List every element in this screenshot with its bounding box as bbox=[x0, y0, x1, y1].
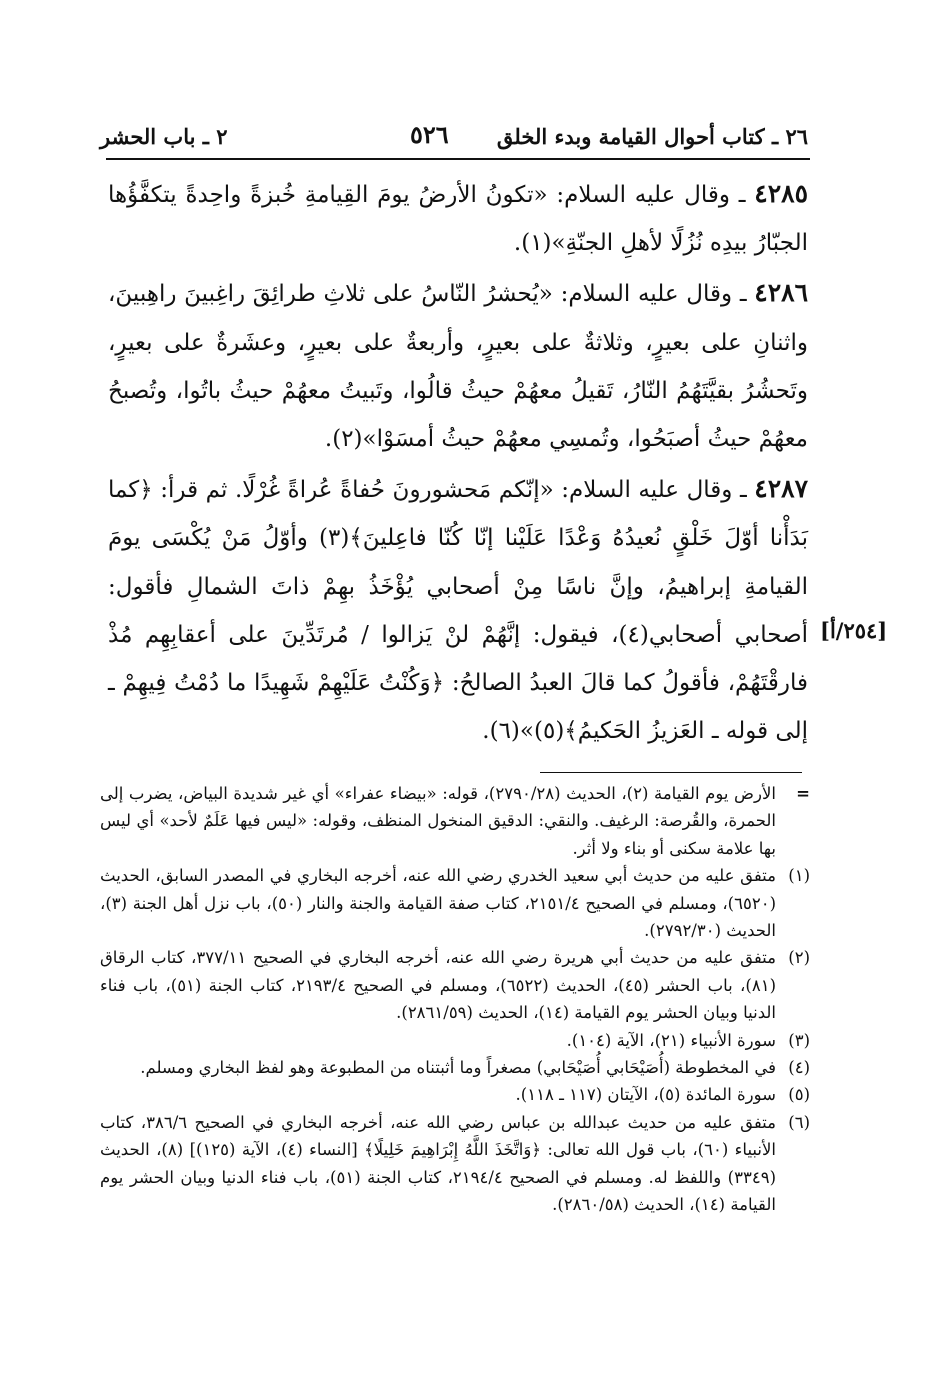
footnote-item bbox=[100, 780, 810, 862]
page-number: ٥٢٦ bbox=[410, 120, 449, 149]
hadith-number: ٤٢٨٧ bbox=[754, 474, 809, 504]
footnote-mark: (٣) bbox=[788, 1030, 810, 1050]
footnote-divider bbox=[540, 772, 802, 773]
footnote-item bbox=[100, 862, 810, 944]
hadith-paragraph bbox=[108, 465, 808, 755]
footnote-text: متفق عليه من حديث عبدالله بن عباس رضي الله عنه، أخرجه البخاري في الصحيح ٣٨٦/٦، كتاب الأنبياء (٦٠)، باب قول الله تعالى: ﴿وَاتَّخَذَ اللَّهُ إِبْرَاهِيمَ خَلِيلًا﴾ [النساء (٤)، الآية (١٢٥)] (٨)، الحديث (٣٣٤٩) واللفظ له. ومسلم في الصحيح ٢١٩٤/٤، كتاب الجنة (٥١)، باب فناء الدنيا وبيان الحشر يوم القيامة (١٤)، الحديث (٢٨٦٠/٥٨). bbox=[100, 1112, 777, 1215]
running-header bbox=[100, 118, 808, 160]
footnote-mark: (٥) bbox=[788, 1085, 810, 1105]
chapter-title: ٢٦ ـ كتاب أحوال القيامة وبدء الخلق bbox=[496, 124, 808, 149]
hadith-paragraph bbox=[108, 170, 808, 267]
footnote-item bbox=[100, 1054, 810, 1081]
hadith-text: ـ وقال عليه السلام: «إنّكم مَحشورونَ حُفاةً عُراةً غُرْلًا. ثم قرأ: ﴿كما بَدَأْنا أوّلَ خَلْقٍ نُعيدُهُ وَعْدًا عَلَيْنا إنّا كُنّا فاعِلينَ﴾(٣) وأوّلُ مَنْ يُكْسَى يومَ القيامةِ إبراهيمُ، وإنَّ ناسًا مِنْ أصحابي يُؤْخَذُ بهِمْ ذاتَ الشمالِ فأقول: أصحابي أصحابي(٤)، فيقول: إنَّهُمْ لنْ يَزالوا / مُرتَدِّينَ على أعقابِهِم مُذْ فارقْتَهُمْ، فأقولُ كما قالَ العبدُ الصالحُ: ﴿وَكُنْتُ عَلَيْهِمْ شَهِيدًا ما دُمْتُ فِيهِمْ ـ إلى قوله ـ العَزيزُ الحَكيمُ﴾(٥)»(٦). bbox=[108, 477, 808, 745]
hadith-text: ـ وقال عليه السلام: «يُحشرُ النّاسُ على ثلاثِ طرائِقَ راغِبينَ راهِبينَ، واثنانِ على بعيرٍ، وثلاثةٌ على بعيرٍ، وأربعةٌ على بعيرٍ، وعشَرةٌ على بعيرٍ، وتَحشُرُ بقيَّتَهُمُ النّارُ، تَقيلُ معهُمْ حيثُ قالُوا، وتَبيتُ معهُمْ حيثُ باتُوا، وتُصبحُ معهُمْ حيثُ أصبَحُوا، وتُمسِي معهُمْ حيثُ أمسَوْا»(٢). bbox=[108, 281, 808, 453]
footnote-text: الأرض يوم القيامة (٢)، الحديث (٢٧٩٠/٢٨)، قوله: «بيضاء عفراء» أي غير شديدة البياض، يضرب إلى الحمرة، والقُرصة: الرغيف. والنقي: الدقيق المنخول المنظف، وقوله: «ليس فيها عَلَمٌ لأحد» أي ليس بها علامة سكنى أو بناء ولا أثر. bbox=[100, 784, 776, 858]
hadith-number: ٤٢٨٥ bbox=[754, 179, 808, 208]
footnote-item bbox=[100, 1081, 810, 1108]
footnote-text: سورة المائدة (٥)، الآيتان (١١٧ ـ ١١٨). bbox=[515, 1085, 776, 1105]
footnote-item bbox=[100, 1109, 810, 1219]
footnote-text: سورة الأنبياء (٢١)، الآية (١٠٤). bbox=[566, 1030, 776, 1050]
footnote-text: في المخطوطة (أُصَيْحَابي أُصَيْحَابي) مصغراً وما أثبتناه من المطبوعة وهو لفظ البخاري ومسلم. bbox=[140, 1058, 776, 1078]
header-divider bbox=[106, 158, 810, 160]
footnote-item bbox=[100, 1027, 810, 1054]
footnote-item bbox=[100, 944, 810, 1026]
hadith-paragraph bbox=[108, 269, 808, 463]
main-text bbox=[108, 170, 808, 755]
footnote-mark: (٢) bbox=[788, 948, 810, 968]
footnote-mark: (٤) bbox=[788, 1058, 810, 1078]
footnote-mark: (١) bbox=[788, 866, 810, 886]
footnote-text: متفق عليه من حديث أبي سعيد الخدري رضي الله عنه، أخرجه البخاري في المصدر السابق، الحديث (٦٥٢٠)، ومسلم في الصحيح ٢١٥١/٤، كتاب صفة القيامة والجنة والنار (٥٠)، باب نزل أهل الجنة (٣)، الحديث (٢٧٩٢/٣٠). bbox=[100, 866, 776, 941]
footnotes bbox=[100, 780, 810, 1219]
footnote-mark: (٦) bbox=[788, 1112, 810, 1132]
hadith-number: ٤٢٨٦ bbox=[754, 278, 809, 308]
section-title: ٢ ـ باب الحشر bbox=[100, 124, 228, 149]
footnote-mark: = bbox=[796, 784, 810, 803]
hadith-text: ـ وقال عليه السلام: «تكونُ الأرضُ يومَ القِيامةِ خُبزةً واحِدةً يتكفَّؤُها الجبّارُ بيدِه نُزُلًا لأهلِ الجنّةِ»(١). bbox=[108, 182, 808, 257]
footnote-text: متفق عليه من حديث أبي هريرة رضي الله عنه، أخرجه البخاري في الصحيح ٣٧٧/١١، كتاب الرقاق (٨١)، باب الحشر (٤٥)، الحديث (٦٥٢٢)، ومسلم في الصحيح ٢١٩٣/٤، كتاب الجنة (٥١)، باب فناء الدنيا وبيان الحشر يوم القيامة (١٤)، الحديث (٢٨٦١/٥٩). bbox=[100, 948, 776, 1023]
manuscript-folio-marker: [٢٥٤/أ] bbox=[820, 618, 888, 643]
